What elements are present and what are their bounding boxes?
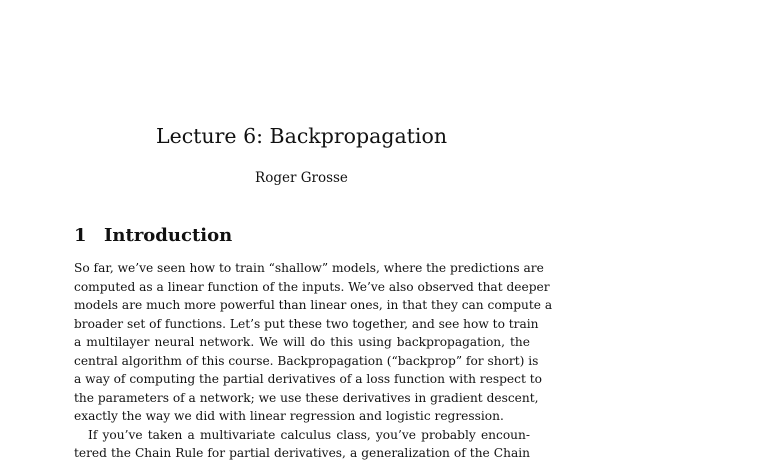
paragraph-line: So far, we’ve seen how to train “shallow” models, where the predictions are bbox=[74, 261, 544, 275]
paragraph-line: If you’ve taken a multivariate calculus class, you’ve probably encoun- bbox=[88, 427, 530, 442]
paragraph-line: a way of computing the partial derivatives of a loss function with respect to bbox=[74, 372, 542, 386]
paragraph-line: central algorithm of this course. Backpropagation (“backprop” for short) is bbox=[74, 353, 539, 368]
section-title: Introduction bbox=[104, 225, 233, 246]
paragraph-line: tered the Chain Rule for partial derivatives, a generalization of the Chain bbox=[74, 446, 530, 460]
section-number: 1 bbox=[74, 225, 87, 246]
body-text bbox=[74, 259, 553, 463]
paragraph-line: computed as a linear function of the inputs. We’ve also observed that deeper bbox=[74, 279, 550, 294]
lecture-title: Lecture 6: Backpropagation bbox=[155, 124, 448, 148]
paragraph-line: a multilayer neural network. We will do this using backpropagation, the bbox=[74, 335, 530, 349]
paragraph-line: exactly the way we did with linear regression and logistic regression. bbox=[74, 409, 504, 423]
author-name: Roger Grosse bbox=[255, 170, 348, 186]
paragraph-line: broader set of functions. Let’s put these two together, and see how to train bbox=[74, 316, 539, 331]
section-heading bbox=[74, 223, 232, 249]
paragraph-line: models are much more powerful than linear ones, in that they can compute a bbox=[74, 298, 553, 312]
paragraph-line: the parameters of a network; we use these derivatives in gradient descent, bbox=[74, 390, 539, 405]
